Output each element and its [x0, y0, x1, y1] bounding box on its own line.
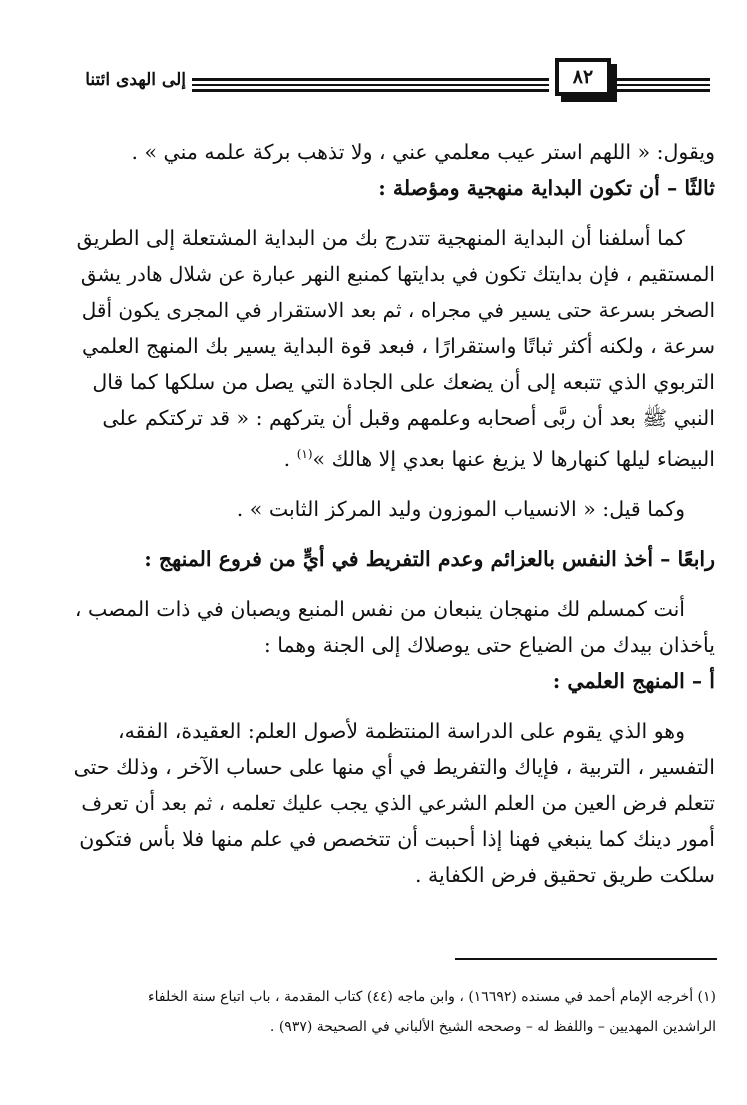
page-number: ٨٢ [555, 58, 611, 96]
text-line: سلكت طريق تحقيق فرض الكفاية . [414, 862, 715, 887]
section-heading: ثالثًا – أن تكون البداية منهجية ومؤصلة : [378, 176, 715, 200]
text-line: البيضاء ليلها كنهارها لا يزيغ عنها بعدي إلا هالك »$^{(١)}$ . [283, 446, 715, 471]
text-line: أنت كمسلم لك منهجان ينبعان من نفس المنبع ويصبان في ذات المصب ، [74, 596, 685, 621]
subsection-heading: أ – المنهج العلمي : [552, 668, 715, 693]
text-line: أمور دينك كما ينبغي فهنا إذا أحببت أن تتخصص في علم منها فلا بأس فتكون [79, 826, 715, 851]
footnote-line: الراشدين المهديين – واللفظ له – وصححه الشيخ الألباني في الصحيحة (٩٣٧) . [269, 1019, 716, 1035]
section-heading: رابعًا – أخذ النفس بالعزائم وعدم التفريط في أيٍّ من فروع المنهج : [144, 546, 715, 571]
footnotes [66, 982, 716, 1042]
footnote-marker: (١) [296, 447, 313, 461]
text-line: الصخر بسرعة حتى يسير في مجراه ، ثم بعد الاستقرار في المجرى يكون أقل [81, 298, 715, 322]
text-line: النبي ﷺ بعد أن ربَّى أصحابه وعلمهم وقبل أن يتركهم : « قد تركتكم على [102, 406, 715, 430]
header-rule-middle [192, 78, 549, 95]
text-line-content: البيضاء ليلها كنهارها لا يزيغ عنها بعدي إلا هالك » [312, 446, 715, 471]
main-text [70, 134, 715, 893]
text-line: سرعة ، ولكنه أكثر ثباتًا واستقرارًا ، فبعد قوة البداية يسير بك المنهج العلمي [81, 334, 715, 358]
footnote-line: (١) أخرجه الإمام أحمد في مسنده (١٦٦٩٢) ، وابن ماجه (٤٤) كتاب المقدمة ، باب اتباع سنة الخلفاء [148, 989, 716, 1005]
running-title: إلى الهدى ائتنا [85, 70, 186, 90]
text-line: التفسير ، التربية ، فإياك والتفريط في أي منها على حساب الآخر ، وذلك حتى [73, 754, 715, 779]
text-line: ويقول: « اللهم استر عيب معلمي عني ، ولا تذهب بركة علمه مني » . [131, 140, 715, 164]
text-line: يأخذان بيدك من الضياع حتى يوصلاك إلى الجنة وهما : [263, 632, 715, 657]
text-line: تتعلم فرض العين من العلم الشرعي الذي يجب عليك تعلمه ، ثم بعد أن تعرف [81, 790, 715, 815]
text-line: المستقيم ، فإن بدايتك تكون في بدايتها كمنبع النهر عبارة عن شلال هادر يشق [80, 262, 715, 286]
text-line: كما أسلفنا أن البداية المنهجية تتدرج بك من البداية المشتعلة إلى الطريق [76, 226, 685, 250]
header-rule-right [617, 78, 710, 95]
text-line: وكما قيل: « الانسياب الموزون وليد المركز الثابت » . [236, 496, 685, 521]
text-line: وهو الذي يقوم على الدراسة المنتظمة لأصول العلم: العقيدة، الفقه، [118, 718, 685, 743]
page-header [0, 0, 747, 110]
footnote-separator [455, 958, 717, 960]
text-line: التربوي الذي تتبعه إلى أن يضعك على الجادة التي يصل من سلكها كما قال [92, 370, 715, 394]
